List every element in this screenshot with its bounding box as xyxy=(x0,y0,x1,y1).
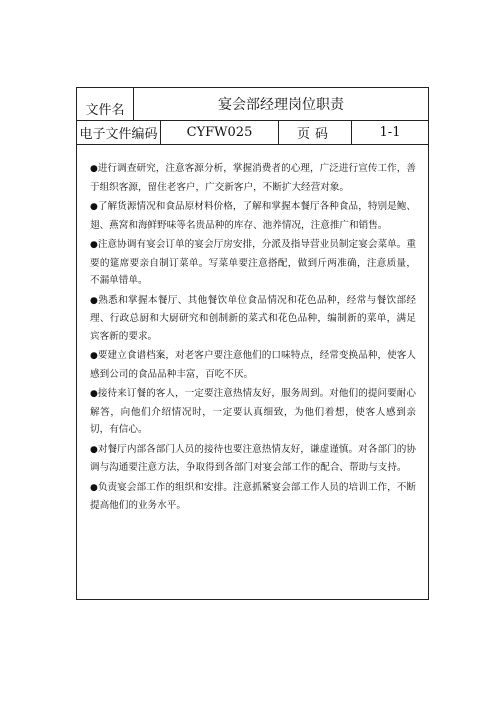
duty-text: 了解货源情况和食品原材料价格，了解和掌握本餐厅各种食品，特别是鲍、翅、燕窝和海鲜野味等名贵品种的库存、池养情况，注意推广和销售。 xyxy=(90,201,416,231)
bullet-icon: ● xyxy=(90,444,98,455)
duty-item xyxy=(90,385,416,439)
bullet-icon: ● xyxy=(90,482,98,493)
duty-item xyxy=(90,198,416,234)
duty-item xyxy=(90,347,416,383)
duty-item xyxy=(90,160,416,196)
header-row-code xyxy=(77,121,428,145)
duty-item xyxy=(90,479,416,515)
duty-text: 要建立食谱档案，对老客户要注意他们的口味特点，经常变换品种，使客人感到公司的食品品种丰富，百吃不厌。 xyxy=(90,350,416,380)
bullet-icon: ● xyxy=(90,295,99,306)
document-title: 宴会部经理岗位职责 xyxy=(218,97,344,113)
duty-item xyxy=(90,236,416,290)
bullet-icon: ● xyxy=(90,351,98,361)
document-frame xyxy=(76,87,429,600)
bullet-icon: ● xyxy=(90,240,98,250)
duty-text: 熟悉和掌握本餐厅、其他餐饮单位食品情况和花色品种，经常与餐饮部经理、行政总厨和大厨研究和创制新的菜式和花色品种，编制新的菜单，满足宾客新的要求。 xyxy=(90,294,416,342)
duty-text: 进行调查研究，注意客源分析，掌握消费者的心理，广泛进行宣传工作，善于组织客源，留住老客户，广交新客户，不断扩大经营对象。 xyxy=(90,163,416,193)
duty-text: 负责宴会部工作的组织和安排。注意抓紧宴会部工作人员的培训工作，不断提高他们的业务水平。 xyxy=(90,481,416,511)
duty-item xyxy=(90,441,416,477)
bullet-icon: ● xyxy=(90,164,98,174)
page-number-label: 页码 xyxy=(279,121,352,144)
duty-text: 对餐厅内部各部门人员的接待也要注意热情友好，谦虚谨慎。对各部门的协调与沟通要注意方法，争取得到各部门对宴会部工作的配合、帮助与支持。 xyxy=(90,443,416,473)
duties-list xyxy=(90,160,416,517)
bullet-icon: ● xyxy=(90,202,98,212)
header-row-title xyxy=(77,88,428,121)
filename-label: 文件名 xyxy=(77,88,134,120)
efile-code-label: 电子文件编码 xyxy=(77,121,161,144)
duty-item xyxy=(90,292,416,346)
efile-code-value: CYFW025 xyxy=(161,121,279,144)
duty-text: 注意协调有宴会订单的宴会厅房安排，分派及指导营业员制定宴会菜单。重要的筵席要亲自制订菜单。写菜单要注意搭配，做到斤两准确，注意质量，不漏单错单。 xyxy=(90,239,416,286)
duty-text: 接待来订餐的客人，一定要注意热情友好，服务周到。对他们的提问要耐心解答，向他们介绍情况时，一定要认真细致，为他们着想，使客人感到亲切，有信心。 xyxy=(90,388,416,435)
page-number-value: 1-1 xyxy=(379,125,401,140)
bullet-icon: ● xyxy=(90,389,98,399)
